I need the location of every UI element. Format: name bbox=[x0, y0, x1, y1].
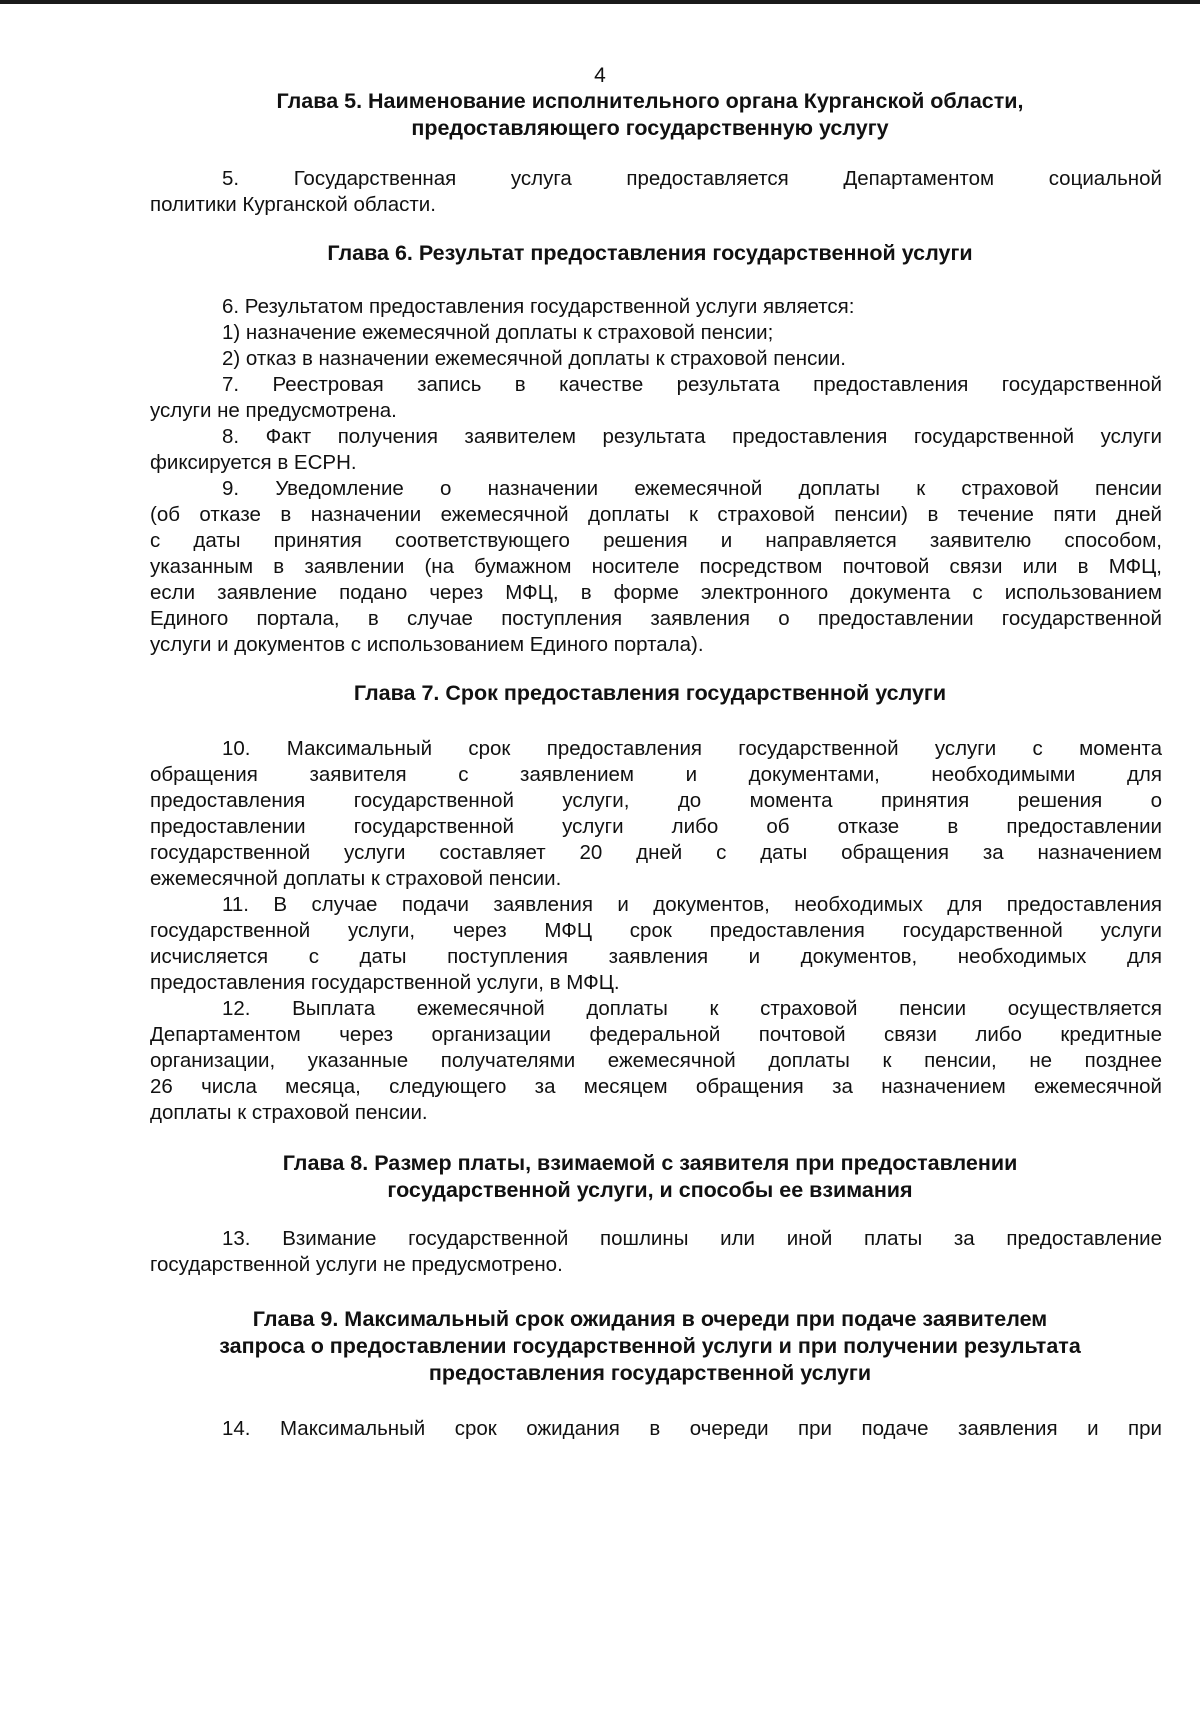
paragraph-10-line-4: предоставлении государственной услуги либо об отказе в предоставлении bbox=[150, 815, 1162, 838]
paragraph-10-line-5: государственной услуги составляет 20 дней с даты обращения за назначением bbox=[150, 841, 1162, 864]
scan-top-border bbox=[0, 0, 1200, 4]
chapter-9-title bbox=[150, 1306, 1150, 1387]
chapter-5-title-line-2: предоставляющего государственную услугу bbox=[411, 116, 889, 140]
paragraph-9-line-6: Единого портала, в случае поступления заявления о предоставлении государственной bbox=[150, 607, 1162, 630]
paragraph-9-line-7: услуги и документов с использованием Единого портала). bbox=[150, 633, 704, 656]
chapter-5-title-line-1: Глава 5. Наименование исполнительного органа Курганской области, bbox=[276, 89, 1024, 113]
paragraph-12-line-3: организации, указанные получателями ежемесячной доплаты к пенсии, не позднее bbox=[150, 1049, 1162, 1072]
paragraph-5 bbox=[150, 166, 1162, 218]
paragraph-11-line-1: 11. В случае подачи заявления и документов, необходимых для предоставления bbox=[222, 893, 1162, 916]
chapter-6-body bbox=[150, 294, 1162, 658]
paragraph-7-line-1: 7. Реестровая запись в качестве результата предоставления государственной bbox=[222, 373, 1162, 396]
paragraph-7-line-2: услуги не предусмотрена. bbox=[150, 399, 397, 422]
paragraph-9-line-5: если заявление подано через МФЦ, в форме электронного документа с использованием bbox=[150, 581, 1162, 604]
chapter-9-title-line-1: Глава 9. Максимальный срок ожидания в очереди при подаче заявителем bbox=[252, 1307, 1048, 1331]
paragraph-9-line-3: с даты принятия соответствующего решения и направляется заявителю способом, bbox=[150, 529, 1162, 552]
chapter-8-title-line-2: государственной услуги, и способы ее взимания bbox=[387, 1178, 913, 1202]
chapter-6-title: Глава 6. Результат предоставления государственной услуги bbox=[327, 241, 973, 265]
page-number: 4 bbox=[594, 64, 606, 87]
paragraph-12-line-4: 26 числа месяца, следующего за месяцем обращения за назначением ежемесячной bbox=[150, 1075, 1162, 1098]
chapter-7-body bbox=[150, 736, 1162, 1126]
paragraph-12-line-2: Департаментом через организации федеральной почтовой связи либо кредитные bbox=[150, 1023, 1162, 1046]
paragraph-11-line-2: государственной услуги, через МФЦ срок предоставления государственной услуги bbox=[150, 919, 1162, 942]
chapter-9-title-line-2: запроса о предоставлении государственной услуги и при получении результата bbox=[219, 1334, 1081, 1358]
chapter-9-title-line-3: предоставления государственной услуги bbox=[428, 1361, 872, 1385]
paragraph-9-line-2: (об отказе в назначении ежемесячной доплаты к страховой пенсии) в течение пяти дней bbox=[150, 503, 1162, 526]
paragraph-12-line-5: доплаты к страховой пенсии. bbox=[150, 1101, 428, 1124]
paragraph-13-line-1: 13. Взимание государственной пошлины или иной платы за предоставление bbox=[222, 1227, 1162, 1250]
paragraph-6-item-2: 2) отказ в назначении ежемесячной доплаты к страховой пенсии. bbox=[222, 347, 846, 370]
paragraph-9-line-1: 9. Уведомление о назначении ежемесячной доплаты к страховой пенсии bbox=[222, 477, 1162, 500]
paragraph-5-line-2: политики Курганской области. bbox=[150, 193, 436, 216]
chapter-8-title bbox=[150, 1150, 1150, 1204]
paragraph-6: 6. Результатом предоставления государственной услуги является: bbox=[222, 295, 855, 318]
chapter-7-title: Глава 7. Срок предоставления государственной услуги bbox=[353, 681, 947, 705]
paragraph-8-line-2: фиксируется в ЕСРН. bbox=[150, 451, 357, 474]
paragraph-5-line-1: 5. Государственная услуга предоставляется Департаментом социальной bbox=[222, 167, 1162, 190]
paragraph-6-item-1: 1) назначение ежемесячной доплаты к страховой пенсии; bbox=[222, 321, 774, 344]
paragraph-13-line-2: государственной услуги не предусмотрено. bbox=[150, 1253, 563, 1276]
paragraph-13 bbox=[150, 1226, 1162, 1278]
paragraph-12-line-1: 12. Выплата ежемесячной доплаты к страховой пенсии осуществляется bbox=[222, 997, 1162, 1020]
paragraph-10-line-2: обращения заявителя с заявлением и документами, необходимыми для bbox=[150, 763, 1162, 786]
paragraph-11-line-3: исчисляется с даты поступления заявления и документов, необходимых для bbox=[150, 945, 1162, 968]
paragraph-11-line-4: предоставления государственной услуги, в МФЦ. bbox=[150, 971, 620, 994]
chapter-8-title-line-1: Глава 8. Размер платы, взимаемой с заявителя при предоставлении bbox=[282, 1151, 1018, 1175]
paragraph-10-line-1: 10. Максимальный срок предоставления государственной услуги с момента bbox=[222, 737, 1162, 760]
paragraph-10-line-3: предоставления государственной услуги, до момента принятия решения о bbox=[150, 789, 1162, 812]
chapter-5-title bbox=[150, 88, 1150, 142]
paragraph-9-line-4: указанным в заявлении (на бумажном носителе посредством почтовой связи или в МФЦ, bbox=[150, 555, 1162, 578]
paragraph-10-line-6: ежемесячной доплаты к страховой пенсии. bbox=[150, 867, 562, 890]
paragraph-14 bbox=[150, 1416, 1162, 1442]
paragraph-8-line-1: 8. Факт получения заявителем результата предоставления государственной услуги bbox=[222, 425, 1162, 448]
paragraph-14-line-1: 14. Максимальный срок ожидания в очереди при подаче заявления и при bbox=[222, 1417, 1162, 1440]
